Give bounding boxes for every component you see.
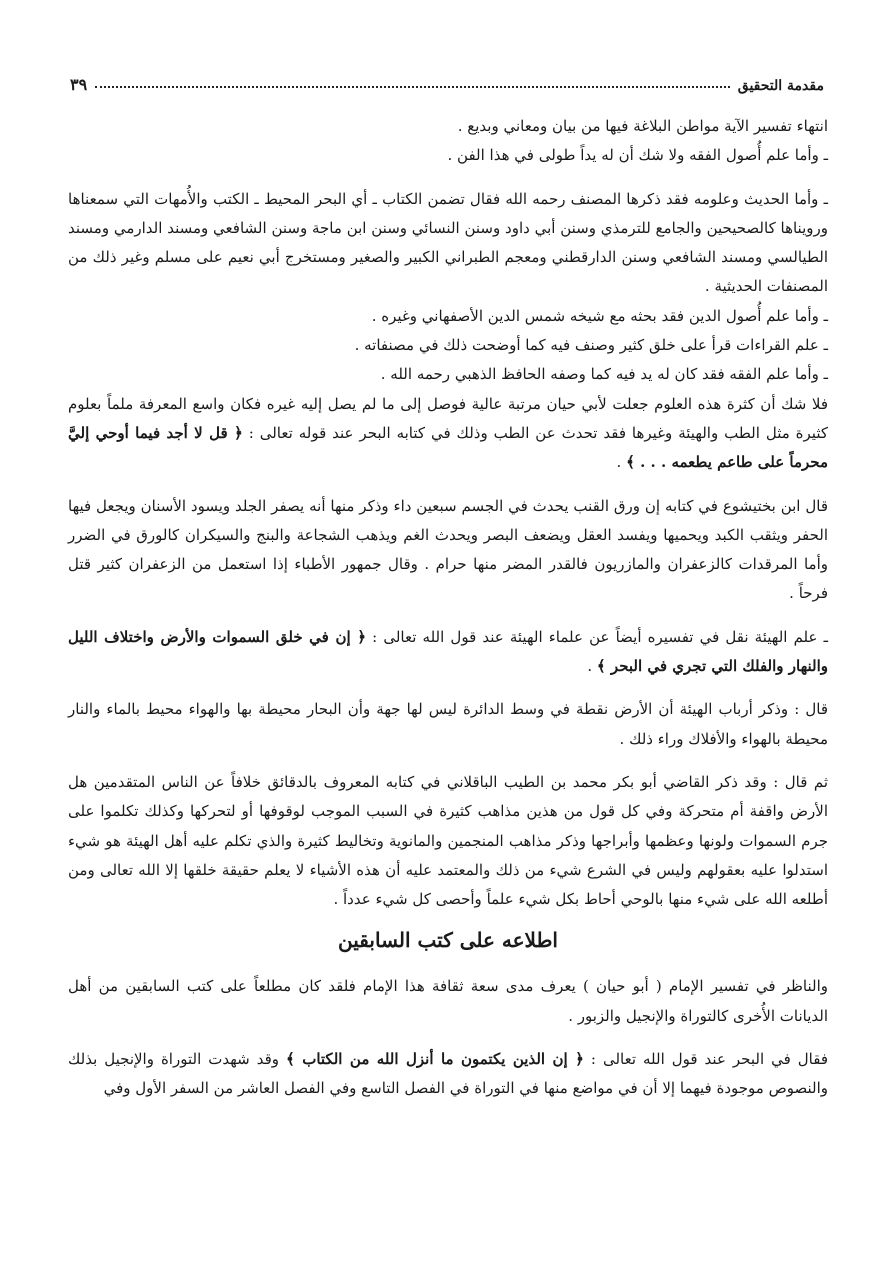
paragraph-1 (68, 112, 828, 141)
paragraph-8 (68, 492, 828, 609)
section-paragraph-2 (68, 1045, 828, 1104)
quran-quote: ﴿ قل لا أجد فيما أوحي إليَّ محرماً على طاعم يطعمه . . . ﴾ (68, 423, 828, 472)
paragraph-text: انتهاء تفسير الآية مواطن البلاغة فيها من بيان ومعاني وبديع . (457, 117, 828, 135)
paragraph-text: ـ وأما علم أُصول الفقه ولا شك أن له يداً طولى في هذا الفن . (447, 146, 828, 165)
paragraph-3 (68, 185, 828, 302)
paragraph-5 (68, 331, 828, 360)
paragraph-text: ثم قال : وقد ذكر القاضي أبو بكر محمد بن الطيب الباقلاني في كتابه المعروف بالدقائق خلافاً عن الناس المتقدمين هل الأرض واقفة أم متحركة وفي كل قول من هذين مذاهب كثيرة في السبب الموجب لوقوفها أو لتحركها وكذلك تكلموا على جرم السموات ولونها وعظمها وأبراجها وذكر مذاهب المنجمين والمانوية وتخاليط كثيرة والذي تكلم عليه أهل الهيئة هو شيء استدلوا عليه بعقولهم وليس في الشرع شيء من ذلك والمعتمد عليه أن هذه الأشياء لا يعلم حقيقة خلقها إلا الله تعالى ومن أطلعه الله على شيء منها بالوحي أحاط بكل شيء علماً وأحصى كل شيء عدداً . (68, 772, 828, 909)
section-paragraph-1 (68, 972, 828, 1031)
header-title: مقدمة التحقيق (737, 78, 824, 94)
paragraph-9 (68, 623, 828, 682)
paragraph-7 (68, 390, 828, 478)
paragraph-11 (68, 768, 828, 914)
paragraph-text: والناظر في تفسير الإمام ( أبو حيان ) يعرف مدى سعة ثقافة هذا الإمام فلقد كان مطلعاً على كتب السابقين من أهل الديانات الأُخرى كالتوراة والإنجيل والزبور . (68, 977, 828, 1025)
quran-quote: ﴿ إن في خلق السموات والأرض واختلاف الليل والنهار والفلك التي تجري في البحر ﴾ (68, 627, 828, 676)
paragraph-2 (68, 141, 828, 170)
paragraph-tail: وقد شهدت التوراة والإنجيل بذلك والنصوص موجودة فيهما إلا أن في مواضع منها في التوراة في الفصل التاسع وفي الفصل العاشر من السفر الأول وفي (68, 1050, 828, 1098)
paragraph-4 (68, 302, 828, 331)
paragraph-text: فلا شك أن كثرة هذه العلوم جعلت لأبي حيان مرتبة عالية فوصل إلى ما لم يصل إليه غيره فكان واسع المعرفة ملماً بعلوم كثيرة مثل الطب والهيئة وغيرها فقد تحدث عن الطب وذلك في كتابه البحر عند قوله تعالى : (68, 394, 829, 442)
paragraph-10 (68, 695, 828, 754)
paragraph-tail: . (587, 657, 597, 676)
paragraph-text: ـ علم الهيئة نقل في تفسيره أيضاً عن علماء الهيئة عند قول الله تعالى : (366, 627, 828, 646)
paragraph-text: ـ وأما علم أُصول الدين فقد بحثه مع شيخه شمس الدين الأصفهاني وغيره . (371, 306, 828, 325)
paragraph-text: قال ابن بختيشوع في كتابه إن ورق القنب يحدث في الجسم سبعين داء وذكر منها أنه يصفر الجلد ويسود الأسنان ويجعل فيها الحفر ويثقب الكبد ويحميها ويفسد العقل ويضعف البصر ويحدث الغم ويذهب الشجاعة والبنج والسيكران كالورق في الضرر وأما المرقدات كالزعفران والمازريون فالقدر المضر منها حرام . وقال جمهور الأطباء إذا استعمل من الزعفران كثير قتل فرحاً . (68, 496, 828, 603)
page-body (68, 112, 828, 1104)
paragraph-text: ـ وأما الحديث وعلومه فقد ذكرها المصنف رحمه الله فقال تضمن الكتاب ـ أي البحر المحيط ـ الكتب والأُمهات التي سمعناها ورويناها كالصحيحين والجامع للترمذي وسنن أبي داود وسنن النسائي وسنن ابن ماجة وسنن الشافعي ومسند الدارمي ومسند الطيالسي ومسند الشافعي وسنن الدارقطني ومعجم الطبراني الكبير والصغير ومستخرج أبي نعيم على مسلم وغير ذلك من المصنفات الحديثية . (68, 189, 828, 296)
section-heading: اطلاعه على كتب السابقين (338, 928, 558, 953)
paragraph-6 (68, 360, 828, 389)
running-header (70, 64, 824, 94)
page-number: ٣٩ (70, 75, 88, 94)
quran-quote: ﴿ إن الذين يكتمون ما أنزل الله من الكتاب ﴾ (285, 1050, 584, 1069)
paragraph-tail: . (616, 453, 627, 472)
paragraph-text: فقال في البحر عند قول الله تعالى : (583, 1050, 829, 1069)
paragraph-text: قال : وذكر أرباب الهيئة أن الأرض نقطة في وسط الدائرة ليس لها جهة وأن البحار محيطة بها والهواء محيط بالماء والنار محيطة بالهواء والأفلاك وراء ذلك . (68, 700, 828, 748)
header-leader-dots (95, 85, 730, 88)
paragraph-text: ـ وأما علم الفقه فقد كان له يد فيه كما وصفه الحافظ الذهبي رحمه الله . (380, 365, 828, 384)
paragraph-text: ـ علم القراءات قرأ على خلق كثير وصنف فيه كما أوضحت ذلك في مصنفاته . (354, 336, 828, 355)
